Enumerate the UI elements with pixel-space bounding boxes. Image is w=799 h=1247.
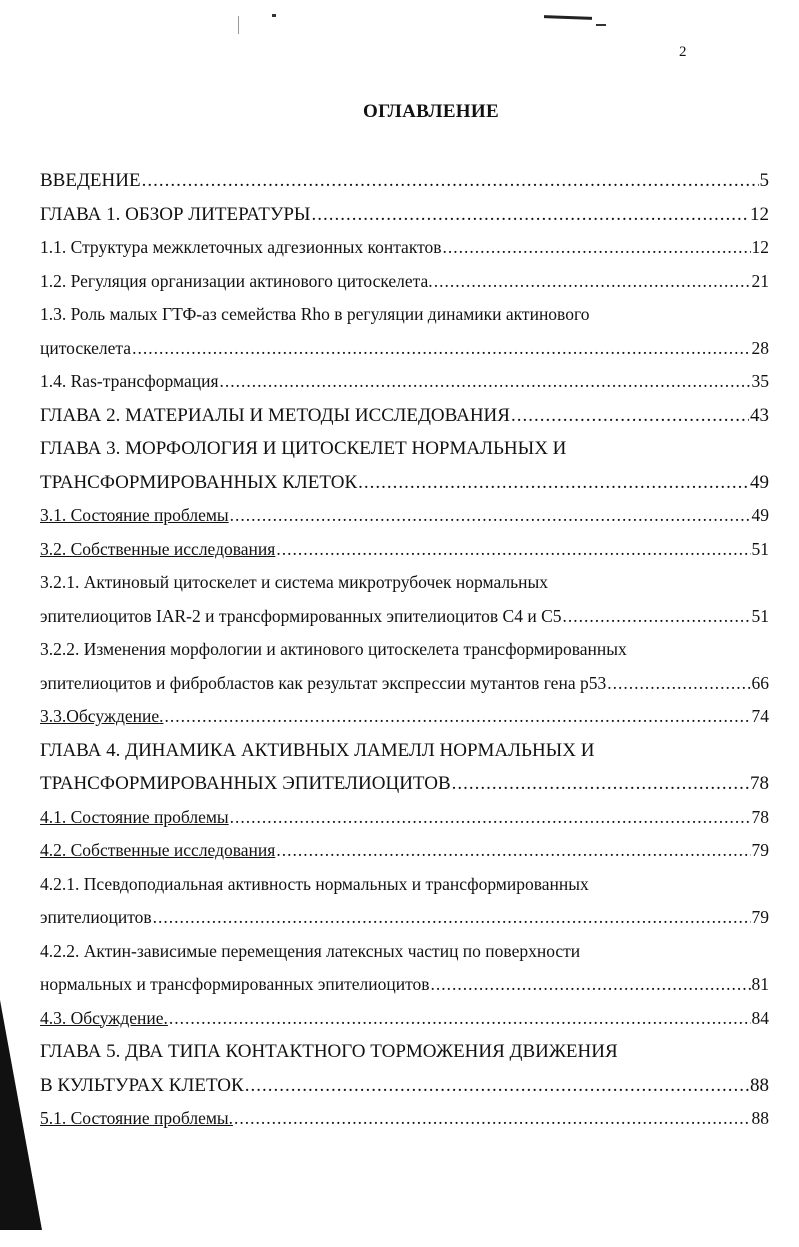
toc-entry[interactable]: [40, 901, 769, 935]
toc-entry[interactable]: [40, 399, 769, 433]
toc-entry[interactable]: [40, 968, 769, 1002]
toc-entry-label: В КУЛЬТУРАХ КЛЕТОК: [40, 1074, 244, 1096]
toc-entry-label: ГЛАВА 5. ДВА ТИПА КОНТАКТНОГО ТОРМОЖЕНИЯ ДВИЖЕНИЯ: [40, 1041, 618, 1062]
toc-entry[interactable]: [40, 332, 769, 366]
toc-entry[interactable]: [40, 1002, 769, 1036]
toc-entry-label: 1.3. Роль малых ГТФ-аз семейства Rho в регуляции динамики актинового: [40, 304, 590, 324]
toc-entry-page: 74: [751, 706, 769, 726]
toc-dot-leader: [230, 499, 751, 533]
toc-entry-label: 3.2. Собственные исследования: [40, 538, 276, 559]
toc-entry-page: 49: [751, 505, 769, 525]
toc-dot-leader: [245, 1069, 749, 1103]
toc-entry[interactable]: [40, 834, 769, 868]
toc-entry[interactable]: [40, 533, 769, 567]
toc-entry[interactable]: [40, 667, 769, 701]
toc-entry[interactable]: [40, 700, 769, 734]
toc-entry-label: 3.1. Состояние проблемы: [40, 505, 229, 525]
toc-dot-leader: [276, 533, 750, 567]
toc-entry[interactable]: [40, 600, 769, 634]
toc-entry[interactable]: [40, 1102, 769, 1136]
toc-entry-label: ГЛАВА 2. МАТЕРИАЛЫ И МЕТОДЫ ИССЛЕДОВАНИЯ: [40, 404, 510, 426]
toc-dot-leader: [511, 399, 749, 433]
toc-entry-label: нормальных и трансформированных эпителиоцитов: [40, 974, 430, 994]
toc-entry-page: 88: [751, 1108, 769, 1128]
toc-entry-label: 4.2.2. Актин-зависимые перемещения латексных частиц по поверхности: [40, 940, 581, 961]
toc-entry-label: 5.1. Состояние проблемы.: [40, 1108, 234, 1128]
toc-entry-label: 4.2.1. Псевдоподиальная активность нормальных и трансформированных: [40, 873, 589, 894]
toc-entry-label: эпителиоцитов IAR-2 и трансформированных эпителиоцитов С4 и С5: [40, 605, 562, 626]
toc-dot-leader: [434, 265, 751, 299]
toc-dot-leader: [358, 466, 749, 500]
toc-entry[interactable]: [40, 767, 769, 801]
toc-dot-leader: [142, 164, 759, 198]
toc-entry-page: 51: [751, 538, 769, 559]
toc-entry-label: ТРАНСФОРМИРОВАННЫХ ЭПИТЕЛИОЦИТОВ: [40, 773, 451, 794]
toc-entry-label: 3.3.Обсуждение.: [40, 706, 164, 726]
toc-entry-label: 1.2. Регуляция организации актинового цитоскелета.: [40, 270, 433, 291]
toc-entry[interactable]: [40, 868, 769, 902]
toc-entry[interactable]: [40, 734, 769, 768]
toc-entry-label: ГЛАВА 3. МОРФОЛОГИЯ И ЦИТОСКЕЛЕТ НОРМАЛЬНЫХ И: [40, 438, 567, 459]
scan-edge-shadow: [0, 1000, 42, 1230]
toc-entry-page: 21: [751, 270, 769, 291]
toc-entry-page: 35: [751, 371, 769, 391]
toc-entry-page: 28: [751, 337, 769, 358]
toc-entry-page: 88: [750, 1074, 769, 1096]
toc-entry-page: 49: [750, 471, 769, 493]
toc-entry-page: 84: [751, 1007, 769, 1028]
toc-entry[interactable]: [40, 365, 769, 399]
scan-artifact: [238, 16, 239, 34]
toc-dot-leader: [230, 801, 751, 835]
toc-entry-page: 12: [750, 203, 769, 225]
table-of-contents: [40, 164, 769, 1136]
toc-entry[interactable]: [40, 633, 769, 667]
toc-dot-leader: [169, 1002, 751, 1036]
toc-dot-leader: [607, 667, 750, 701]
toc-entry-page: 12: [751, 237, 769, 257]
toc-entry-label: цитоскелета: [40, 337, 132, 358]
toc-entry-label: 3.2.2. Изменения морфологии и актинового цитоскелета трансформированных: [40, 639, 627, 659]
toc-entry-label: эпителиоцитов и фибробластов как результат экспрессии мутантов гена p53: [40, 672, 607, 693]
toc-entry-page: 78: [751, 806, 769, 827]
scan-artifact: [596, 24, 606, 26]
toc-entry-page: 51: [751, 605, 769, 626]
toc-dot-leader: [563, 600, 751, 634]
toc-entry-label: 3.2.1. Актиновый цитоскелет и система микротрубочек нормальных: [40, 572, 548, 592]
toc-entry-page: 79: [751, 907, 769, 927]
toc-entry[interactable]: [40, 801, 769, 835]
toc-entry-page: 81: [751, 974, 769, 994]
toc-entry-page: 66: [751, 672, 769, 693]
toc-dot-leader: [164, 700, 750, 734]
toc-entry-page: 79: [751, 840, 769, 860]
toc-entry-page: 78: [750, 773, 769, 794]
toc-entry[interactable]: [40, 265, 769, 299]
scan-artifact: [272, 14, 276, 17]
toc-entry[interactable]: [40, 466, 769, 500]
toc-entry[interactable]: [40, 198, 769, 232]
toc-entry-label: 4.3. Обсуждение.: [40, 1007, 168, 1028]
toc-dot-leader: [276, 834, 750, 868]
toc-entry-label: ТРАНСФОРМИРОВАННЫХ КЛЕТОК: [40, 471, 358, 493]
toc-dot-leader: [234, 1102, 750, 1136]
toc-entry-label: 1.4. Ras-трансформация: [40, 371, 219, 391]
toc-dot-leader: [452, 767, 749, 801]
toc-dot-leader: [132, 332, 750, 366]
toc-dot-leader: [443, 231, 751, 265]
toc-entry[interactable]: [40, 1035, 769, 1069]
toc-entry[interactable]: [40, 164, 769, 198]
toc-entry[interactable]: [40, 1069, 769, 1103]
toc-entry-label: ГЛАВА 4. ДИНАМИКА АКТИВНЫХ ЛАМЕЛЛ НОРМАЛЬНЫХ И: [40, 739, 595, 761]
toc-entry-label: 1.1. Структура межклеточных адгезионных контактов: [40, 237, 442, 257]
toc-entry[interactable]: [40, 432, 769, 466]
toc-dot-leader: [153, 901, 751, 935]
toc-entry-label: 4.1. Состояние проблемы: [40, 806, 229, 827]
toc-entry-page: 43: [750, 404, 769, 426]
toc-entry[interactable]: [40, 499, 769, 533]
page-title: ОГЛАВЛЕНИЕ: [363, 101, 499, 122]
toc-entry-label: эпителиоцитов: [40, 907, 152, 927]
toc-entry[interactable]: [40, 566, 769, 600]
toc-entry[interactable]: [40, 935, 769, 969]
toc-entry-label: ВВЕДЕНИЕ: [40, 170, 141, 191]
toc-entry-label: 4.2. Собственные исследования: [40, 840, 276, 860]
toc-entry-page: 5: [759, 170, 769, 191]
toc-dot-leader: [312, 198, 750, 232]
scan-artifact: [544, 15, 592, 20]
toc-entry[interactable]: [40, 231, 769, 265]
page-number: 2: [679, 44, 687, 60]
toc-dot-leader: [431, 968, 751, 1002]
toc-dot-leader: [220, 365, 751, 399]
toc-entry-label: ГЛАВА 1. ОБЗОР ЛИТЕРАТУРЫ: [40, 203, 311, 225]
toc-entry[interactable]: [40, 298, 769, 332]
